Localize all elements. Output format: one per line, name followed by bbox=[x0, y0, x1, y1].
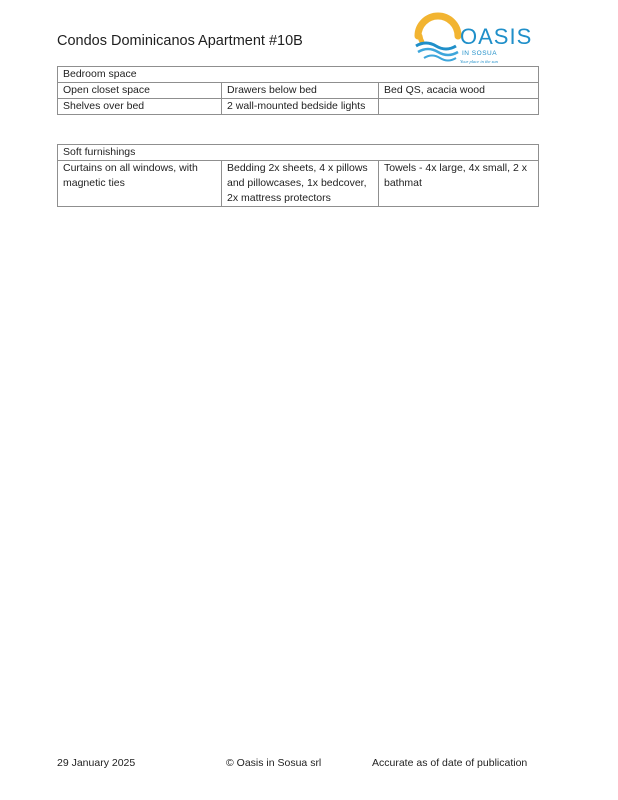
table-cell: Open closet space bbox=[58, 83, 222, 99]
table-heading-row bbox=[58, 145, 539, 161]
logo-wordmark: OASIS bbox=[460, 24, 533, 49]
table-heading: Soft furnishings bbox=[58, 145, 539, 161]
soft-furnishings-table bbox=[57, 144, 539, 207]
table-cell: Shelves over bed bbox=[58, 99, 222, 115]
table-cell: Bedding 2x sheets, 4 x pillows and pillowcases, 1x bedcover, 2x mattress protectors bbox=[222, 161, 379, 207]
page-title: Condos Dominicanos Apartment #10B bbox=[57, 33, 303, 49]
table-heading: Bedroom space bbox=[58, 67, 539, 83]
table-cell: 2 wall-mounted bedside lights bbox=[222, 99, 379, 115]
footer-copyright: © Oasis in Sosua srl bbox=[226, 757, 322, 769]
logo-tagline: Your place in the sun bbox=[460, 59, 498, 64]
table-cell: Drawers below bed bbox=[222, 83, 379, 99]
footer-date: 29 January 2025 bbox=[57, 757, 136, 769]
table-row bbox=[58, 99, 539, 115]
table-cell: Curtains on all windows, with magnetic ties bbox=[58, 161, 222, 207]
footer-accuracy-note: Accurate as of date of publication bbox=[372, 757, 528, 769]
bedroom-space-table bbox=[57, 66, 539, 115]
table-row bbox=[58, 83, 539, 99]
table-row bbox=[58, 161, 539, 207]
sun-wave-logo-icon bbox=[412, 12, 534, 66]
logo-sub: IN SOSUA bbox=[462, 50, 498, 57]
table-cell bbox=[379, 99, 539, 115]
table-cell: Towels - 4x large, 4x small, 2 x bathmat bbox=[379, 161, 539, 207]
table-heading-row bbox=[58, 67, 539, 83]
table-cell: Bed QS, acacia wood bbox=[379, 83, 539, 99]
oasis-logo bbox=[412, 12, 534, 66]
